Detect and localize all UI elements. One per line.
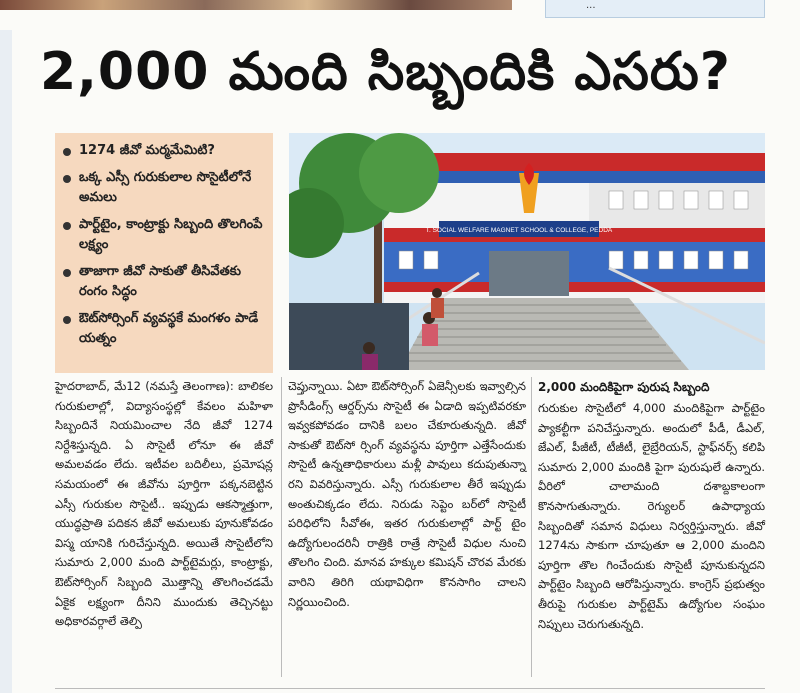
article-column-2: చెప్తున్నాయి. ఏటా ఔట్‌సోర్సింగ్ ఏజెన్సీలకు ఇవ్వాల్సిన ప్రొసీడింగ్స్ ఆర్డర్స్‌ను సొసైటీ ఈ ఏడాది ఇప్పటివరకూ ఇవ్వకపోవడం దానికి బలం చేకూరుతున్నది. జీవో సాకుతో ఔట్‌సో ర్సింగ్ వ్యవస్థను పూర్తిగా ఎత్తేసేందుకు సొసైటీ ఉన్నతాధికారులు మళ్లీ పావులు కదుపుతున్నా రని వివరిస్తున్నారు. ఎస్సీ గురుకులాల తీరే ఇప్పుడు అంతుచిక్కడం లేదు. నిరుడు సెప్టెం బర్‌లో సొసైటీ పరిధిలోని సీవోఈ, ఇతర గురుకులాల్లో పార్ట్ టైం ఉద్యోగులందరినీ రాత్రికి రాత్రే సొసైటీ విధుల నుంచి తొలగిం చింది. మానవ హక్కుల కమిషన్ చొరవ మేరకు వారిని తిరిగి యథావిధిగా కొనసాగిం చాలని నిర్ణయించింది. <box>288 379 526 609</box>
article-column-1: హైదరాబాద్, మే12 (నమస్తే తెలంగాణ): బాలికల గురుకులాల్లో, విద్యాసంస్థల్లో కేవలం మహిళా సిబ్బందినే నియమించాల నేది జీవో 1274 నిర్దేశిస్తున్నది. ఏ సొసైటీ లోనూ ఈ జీవో అమలవడం లేదు. ఇటీవల బదిలీలు, ప్రమోషన్ల సమయంలో ఈ జీవోను పూర్తిగా పక్కనబెట్టిన ఎస్సీ గురుకుల సొసైటీ.. ఇప్పుడు ఆకస్మాత్తుగా, యుద్ధప్రాతి పదికన జీవో అమలుకు పూనుకోవడం విస్మ యానికి గురిచేస్తున్నది. అయితే సొసైటీలోని సుమారు 2,000 మంది పార్ట్‌టైమర్లు, కాంట్రాక్టు, ఔట్‌సోర్సింగ్ సిబ్బంది మొత్తాన్ని తొలగించడమే ఏకైక లక్ష్యంగా దీనిని ముందుకు తెచ్చినట్టు అధికారవర్గాలే తెల్పి <box>55 379 273 629</box>
page-gutter <box>0 30 12 693</box>
bullet-icon <box>63 316 71 324</box>
highlight-item <box>63 141 267 161</box>
previous-article-strip <box>0 0 800 18</box>
highlight-item <box>63 168 267 208</box>
article-headline: 2,000 మంది సిబ్బందికి ఎసరు? <box>40 42 731 102</box>
highlight-text: ఔట్‌సోర్సింగ్ వ్యవస్థకే మంగళం పాడే యత్నం <box>79 311 259 346</box>
article-column-3 <box>538 377 765 634</box>
column-3-text: గురుకుల సొసైటీలో 4,000 మందికిపైగా పార్ట్‌టైం ప్యాకల్టీగా పనిచేస్తున్నారు. అందులో పీడీ, డీఎల్, జేఎల్, పీజీటీ, టీజీటీ, లైబ్రేరియన్, స్టాఫ్‌నర్స్ కలిపి సుమారు 2,000 మందికి పైగా పురుషులే ఉన్నారు. వీరిలో చాలామంది దశాబ్దకాలంగా కొనసాగుతున్నారు. రెగ్యులర్ ఉపాధ్యాయ సిబ్బందితో సమాన విధులు నిర్వర్తిస్తున్నారు. జీవో 1274ను సాకుగా చూపుతూ ఆ 2,000 మందిని పూర్తిగా తొల గించేందుకు సొసైటీ పూనుకున్నదని పార్ట్‌టైం సిబ్బంది ఆరోపిస్తున్నారు. కాంగ్రెస్ ప్రభుత్వం తీరుపై గురుకుల పార్ట్‌టైమ్ ఉద్యోగుల సంఘం నిప్పులు చెరుగుతున్నది. <box>538 401 765 631</box>
school-building-photo <box>289 133 765 370</box>
bullet-icon <box>63 269 71 277</box>
previous-article-photo <box>0 0 512 10</box>
column-divider <box>531 377 532 677</box>
bullet-icon <box>63 222 71 230</box>
highlight-item <box>63 309 267 349</box>
bottom-rule <box>55 688 765 689</box>
bullet-icon <box>63 175 71 183</box>
highlight-text: 1274 జీవో మర్మమేమిటి? <box>79 143 215 158</box>
school-sign: T. SOCIAL WELFARE MAGNET SCHOOL & COLLEGE, PEDDA <box>425 227 613 234</box>
highlight-text: ఒక్క ఎస్సీ గురుకులాల సొసైటీలోనే అమలు <box>79 170 252 205</box>
highlight-text: తాజాగా జీవో సాకుతో తీసివేతకు రంగం సిద్ధం <box>79 264 242 299</box>
previous-article-box: ... <box>545 0 765 18</box>
column-divider <box>281 377 282 677</box>
highlights-box <box>55 133 273 373</box>
highlight-item <box>63 262 267 302</box>
highlight-text: పార్ట్‌టైం, కాంట్రాక్టు సిబ్బంది తొలగింపే లక్ష్యం <box>79 217 263 252</box>
bullet-icon <box>63 148 71 156</box>
highlight-item <box>63 215 267 255</box>
school-building-illustration <box>289 133 765 370</box>
column-subheading: 2,000 మందికిపైగా పురుష సిబ్బంది <box>538 380 710 394</box>
